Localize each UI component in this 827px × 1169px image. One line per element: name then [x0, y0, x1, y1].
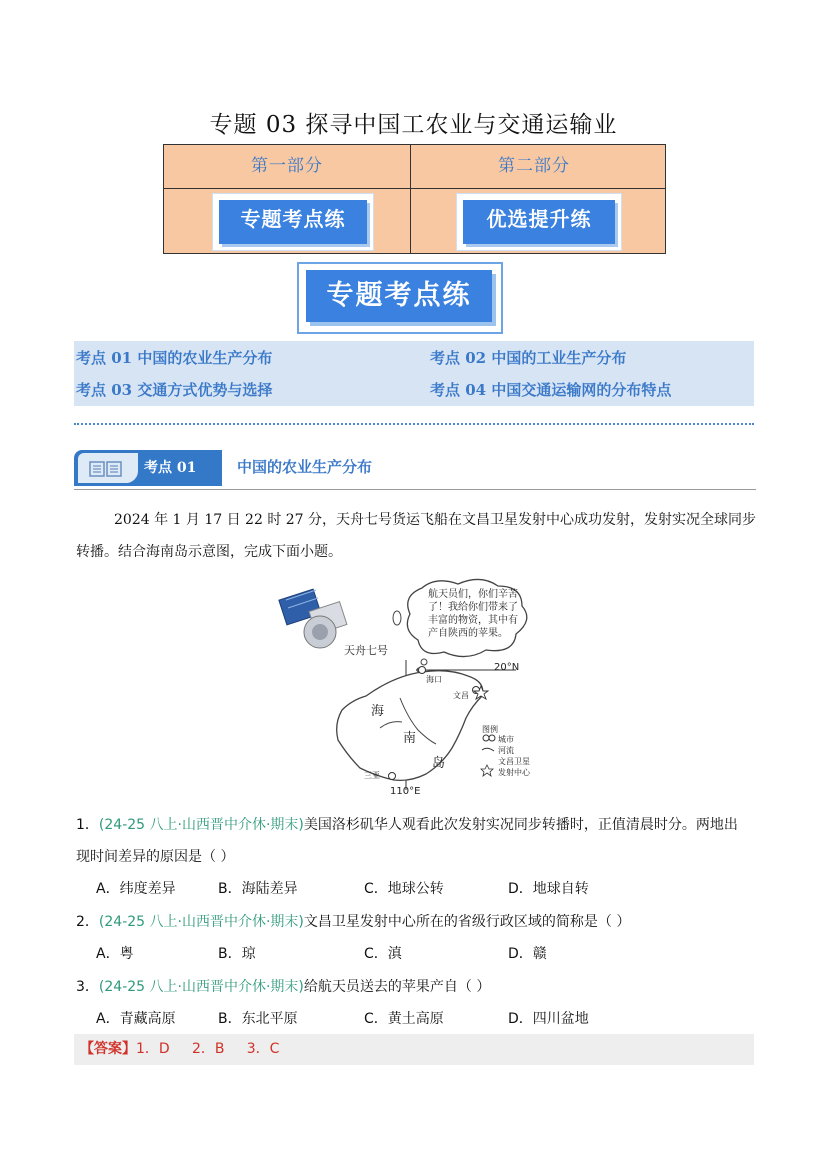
island-name: 岛 — [432, 756, 446, 771]
answer-text: 1．D 2．B 3．C — [136, 1041, 280, 1057]
part-one-badge-label: 专题考点练 — [219, 200, 367, 244]
section-tab-label: 考点 01 — [144, 460, 197, 476]
legend-item: 河流 — [498, 746, 514, 755]
part-two-badge[interactable] — [456, 193, 622, 251]
option-a[interactable]: A．粤 — [96, 946, 134, 962]
legend-title: 图例 — [482, 725, 498, 734]
part-one-heading: 第一部分 — [251, 156, 323, 176]
kaodian-link-01[interactable]: 考点 01 中国的农业生产分布 — [76, 349, 273, 367]
answer-label: 【答案】 — [80, 1041, 136, 1057]
question-number: 1． — [76, 817, 99, 833]
option-c[interactable]: C．滇 — [364, 946, 402, 962]
question-2 — [76, 911, 630, 931]
city-label: 文昌 — [453, 691, 469, 700]
spacecraft-label: 天舟七号 — [344, 644, 388, 657]
latitude-label: 20°N — [494, 662, 520, 673]
island-name: 南 — [403, 731, 417, 746]
question-source: (24-25 八上·山西晋中介休·期末) — [98, 979, 304, 995]
section-badge — [297, 262, 503, 334]
question-1 — [76, 814, 738, 834]
question-source: (24-25 八上·山西晋中介休·期末) — [98, 817, 304, 833]
answer-box — [74, 1034, 754, 1065]
speech-text: 了！我给你们带来了 — [428, 602, 518, 613]
question-text: 给航天员送去的苹果产自（ ） — [303, 979, 491, 995]
section-tab — [74, 450, 222, 486]
question-3 — [76, 976, 490, 996]
spacecraft-icon — [279, 589, 347, 648]
longitude-label: 110°E — [390, 786, 421, 797]
passage-line: 转播。结合海南岛示意图，完成下面小题。 — [76, 544, 342, 560]
kaodian-link-04[interactable]: 考点 04 中国交通运输网的分布特点 — [430, 381, 672, 399]
passage-line: 2024 年 1 月 17 日 22 时 27 分，天舟七号货运飞船在文昌卫星发射中心成功发射，发射实况全球同步 — [114, 512, 757, 528]
legend-item: 发射中心 — [498, 768, 530, 777]
hainan-figure — [276, 578, 546, 800]
speech-text: 航天员们，你们辛苦 — [428, 589, 518, 600]
book-icon — [78, 453, 138, 483]
legend-item: 城市 — [498, 735, 514, 744]
kaodian-link-03[interactable]: 考点 03 交通方式优势与选择 — [76, 381, 273, 399]
speech-text: 产自陕西的苹果。 — [428, 628, 508, 639]
option-c[interactable]: C．黄土高原 — [364, 1011, 444, 1027]
kaodian-index — [74, 341, 754, 406]
question-source: (24-25 八上·山西晋中介休·期末) — [98, 914, 304, 930]
city-label: 海口 — [426, 675, 442, 684]
dotted-divider — [74, 423, 754, 425]
option-d[interactable]: D．赣 — [508, 946, 547, 962]
section-badge-label: 专题考点练 — [306, 270, 492, 322]
parts-table — [163, 144, 666, 254]
question-3-options — [0, 1008, 827, 1028]
option-a[interactable]: A．纬度差异 — [96, 881, 176, 897]
speech-text: 丰富的物资，其中有 — [428, 615, 518, 626]
question-number: 2． — [76, 914, 99, 930]
question-text: 文昌卫星发射中心所在的省级行政区域的简称是（ ） — [303, 914, 631, 930]
question-1-options — [0, 878, 827, 898]
city-label: 三亚 — [364, 771, 380, 780]
option-d[interactable]: D．地球自转 — [508, 881, 589, 897]
part-two-badge-label: 优选提升练 — [463, 200, 615, 244]
island-name: 海 — [371, 704, 385, 719]
question-number: 3． — [76, 979, 99, 995]
section-title: 中国的农业生产分布 — [237, 458, 373, 476]
option-a[interactable]: A．青藏高原 — [96, 1011, 176, 1027]
page-title: 专题 03 探寻中国工农业与交通运输业 — [209, 112, 618, 138]
legend-item: 文昌卫星 — [498, 757, 530, 766]
section-underline — [74, 489, 756, 490]
option-b[interactable]: B．东北平原 — [218, 1011, 298, 1027]
option-b[interactable]: B．海陆差异 — [218, 881, 298, 897]
option-d[interactable]: D．四川盆地 — [508, 1011, 589, 1027]
part-two-heading: 第二部分 — [498, 156, 570, 176]
question-2-options — [0, 943, 827, 963]
table-divider — [164, 188, 665, 189]
kaodian-link-02[interactable]: 考点 02 中国的工业生产分布 — [430, 349, 627, 367]
question-text: 美国洛杉矶华人观看此次发射实况同步转播时，正值清晨时分。两地出 — [303, 817, 738, 833]
option-b[interactable]: B．琼 — [218, 946, 256, 962]
question-text: 现时间差异的原因是（ ） — [76, 849, 235, 865]
option-c[interactable]: C．地球公转 — [364, 881, 444, 897]
part-one-badge[interactable] — [212, 193, 374, 251]
